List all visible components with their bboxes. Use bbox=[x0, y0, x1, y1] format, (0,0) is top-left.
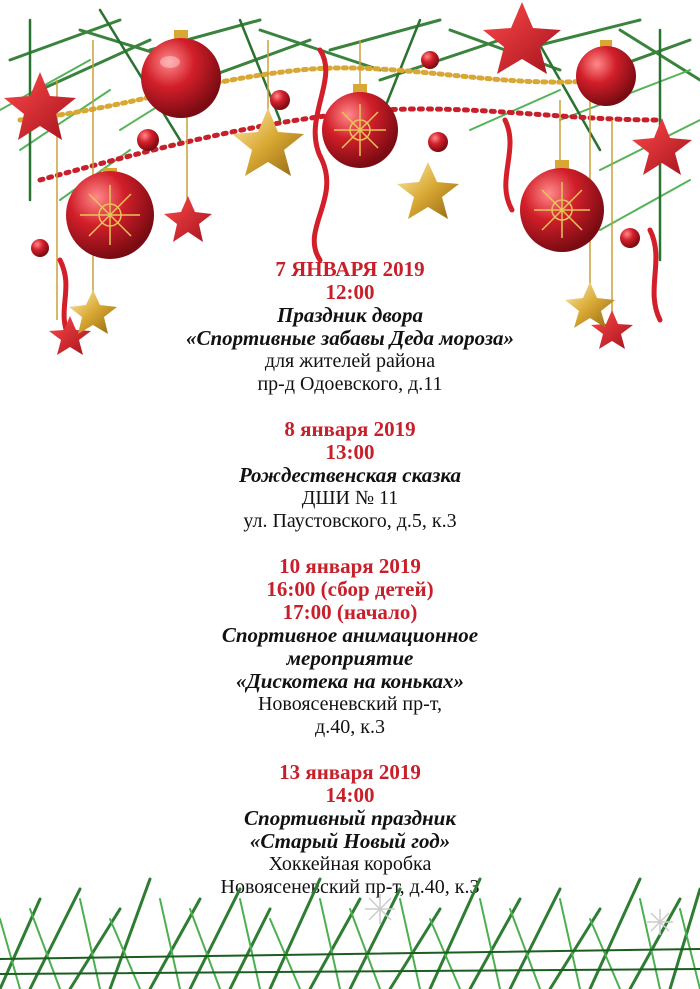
gold-star bbox=[397, 162, 459, 219]
event-date: 13 января 2019 bbox=[279, 760, 421, 784]
event-location: Хоккейная коробка bbox=[268, 853, 432, 875]
gold-star bbox=[232, 108, 304, 176]
small-red-ornament bbox=[428, 132, 448, 152]
small-red-ornament bbox=[421, 51, 439, 69]
event-location: для жителей района bbox=[264, 350, 436, 372]
event-location: ДШИ № 11 bbox=[301, 487, 399, 509]
event-time: 14:00 bbox=[325, 783, 375, 807]
event-block bbox=[0, 555, 700, 739]
event-title: «Дискотека на коньках» bbox=[235, 669, 465, 693]
event-location: Новоясеневский пр-т, bbox=[257, 693, 443, 715]
red-ornament bbox=[322, 84, 398, 168]
small-red-ornament bbox=[137, 129, 159, 151]
event-title: «Спортивные забавы Деда мороза» bbox=[185, 326, 515, 350]
event-location: пр-д Одоевского, д.11 bbox=[257, 373, 443, 395]
event-title: Спортивный праздник bbox=[244, 806, 456, 830]
red-ornament bbox=[520, 160, 604, 252]
event-title: Спортивное анимационное bbox=[221, 623, 479, 647]
event-date: 8 января 2019 bbox=[284, 417, 416, 441]
red-star bbox=[4, 72, 76, 140]
event-time: 16:00 (сбор детей) bbox=[266, 577, 434, 601]
event-date: 7 ЯНВАРЯ 2019 bbox=[275, 257, 425, 281]
event-title: Праздник двора bbox=[277, 303, 423, 327]
event-location: Новоясеневский пр-т, д.40, к.3 bbox=[220, 876, 480, 898]
ribbon-curl bbox=[314, 50, 327, 260]
event-title: «Старый Новый год» bbox=[249, 829, 451, 853]
event-location: д.40, к.3 bbox=[315, 716, 385, 738]
event-location: ул. Паустовского, д.5, к.3 bbox=[243, 510, 457, 532]
event-time: 13:00 bbox=[325, 440, 375, 464]
red-star bbox=[164, 196, 212, 242]
red-ornament bbox=[576, 40, 636, 106]
small-red-ornament bbox=[270, 90, 290, 110]
small-red-ornament bbox=[620, 228, 640, 248]
red-ornament bbox=[66, 168, 154, 259]
event-title: Рождественская сказка bbox=[238, 463, 462, 487]
event-list bbox=[0, 258, 700, 921]
event-block bbox=[0, 258, 700, 396]
event-block bbox=[0, 418, 700, 533]
event-time: 17:00 (начало) bbox=[282, 600, 418, 624]
event-time: 12:00 bbox=[325, 280, 375, 304]
event-date: 10 января 2019 bbox=[279, 554, 421, 578]
red-ornament bbox=[141, 30, 221, 118]
ribbon-curl bbox=[505, 120, 512, 210]
red-star bbox=[632, 118, 692, 175]
pine-garland-bottom bbox=[0, 839, 700, 989]
event-title: мероприятие bbox=[286, 646, 414, 670]
small-red-ornament bbox=[31, 239, 49, 257]
